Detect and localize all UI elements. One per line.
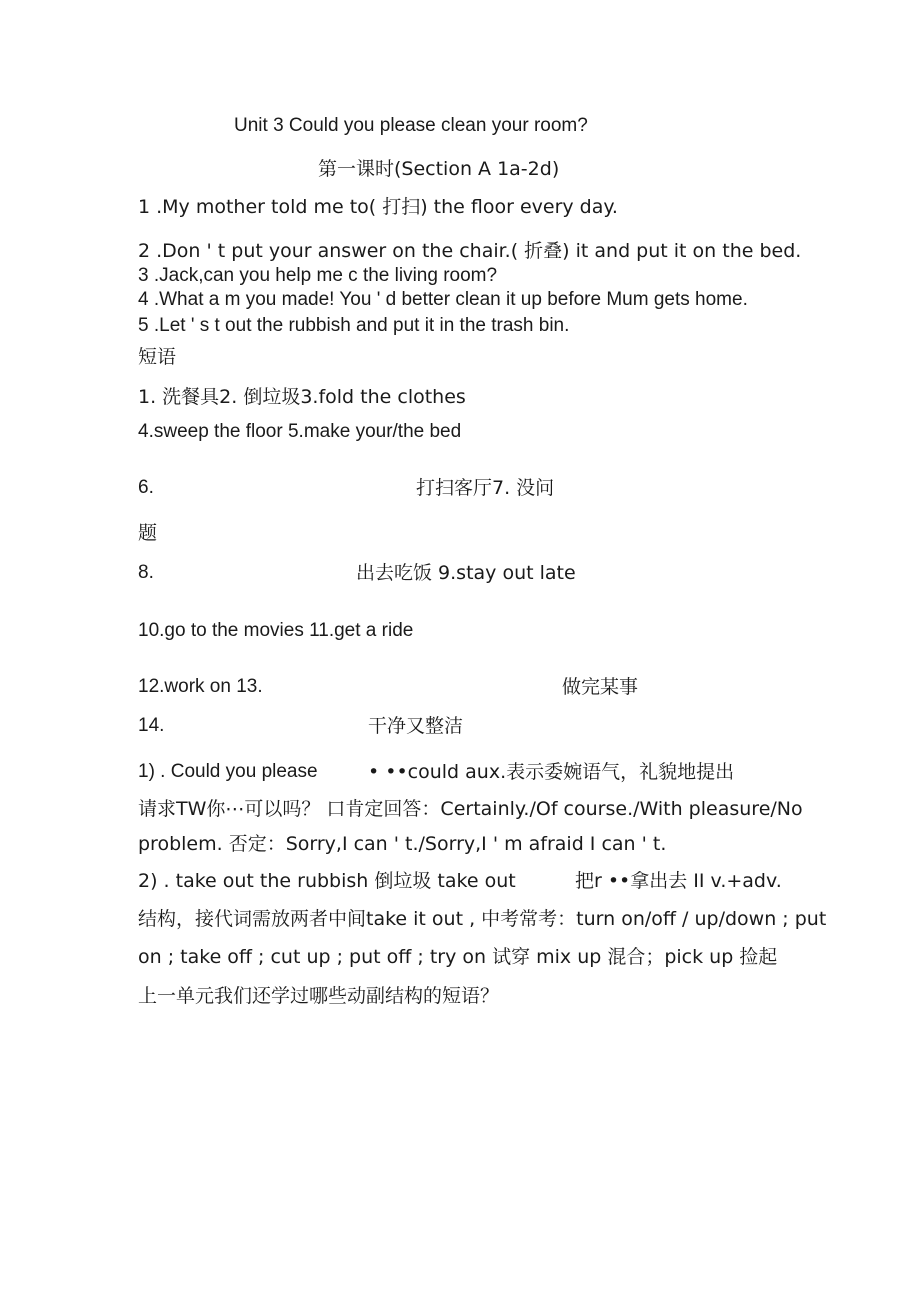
note-2-line-2: 结构，接代词需放两者中间take it out , 中考常考：turn on/off / up/down ; put [138,908,827,930]
phrase-14-text: 干净又整洁 [368,715,464,737]
phrase-row-10: 10.go to the movies 11.get a ride [138,620,414,641]
exercise-3: 3 .Jack,can you help me c the living room? [138,265,498,286]
note-2-explanation: 把r ••拿出去 II v.+adv. [575,870,782,892]
note-2-heading: 2) . take out the rubbish 倒垃圾 take out [138,870,516,892]
phrase-12-text: 12.work on 13. [138,676,263,697]
phrase-row-1: 1. 洗餐具2. 倒垃圾3.fold the clothes [138,386,466,408]
page-title: Unit 3 Could you please clean your room? [234,115,588,136]
note-1-heading: 1) . Could you please [138,761,318,782]
phrase-6-number: 6. [138,477,154,498]
exercise-1: 1 .My mother told me to( 打扫) the floor every day. [138,196,618,218]
phrase-13-text: 做完某事 [562,676,639,698]
phrase-8-number: 8. [138,562,154,583]
phrase-8-text: 出去吃饭 9.stay out late [356,562,576,584]
phrase-row-2: 4.sweep the floor 5.make your/the bed [138,421,462,442]
phrase-6-text: 打扫客厅7. 没问 [416,477,555,499]
note-1-line-2: 请求TW你⋯可以吗？ 口肯定回答：Certainly./Of course./With pleasure/No [138,798,803,820]
note-1-line-3: problem. 否定：Sorry,I can ' t./Sorry,I ' m afraid I can ' t. [138,833,667,855]
note-2-line-3: on ; take off ; cut up ; put off ; try on 试穿 mix up 混合；pick up 捡起 [138,946,778,968]
phrase-14-number: 14. [138,715,165,736]
exercise-2: 2 .Don ' t put your answer on the chair.( 折叠) it and put it on the bed. [138,240,802,262]
exercise-4: 4 .What a m you made! You ' d better clean it up before Mum gets home. [138,289,748,310]
note-1-explanation: • ••could aux.表示委婉语气，礼貌地提出 [368,761,735,783]
phrase-7-continuation: 题 [138,522,158,544]
exercise-5: 5 .Let ' s t out the rubbish and put it in the trash bin. [138,315,570,336]
page-subtitle: 第一课时(Section A 1a-2d) [318,158,560,180]
phrases-heading: 短语 [138,346,177,368]
note-3-question: 上一单元我们还学过哪些动副结构的短语？ [138,985,500,1007]
